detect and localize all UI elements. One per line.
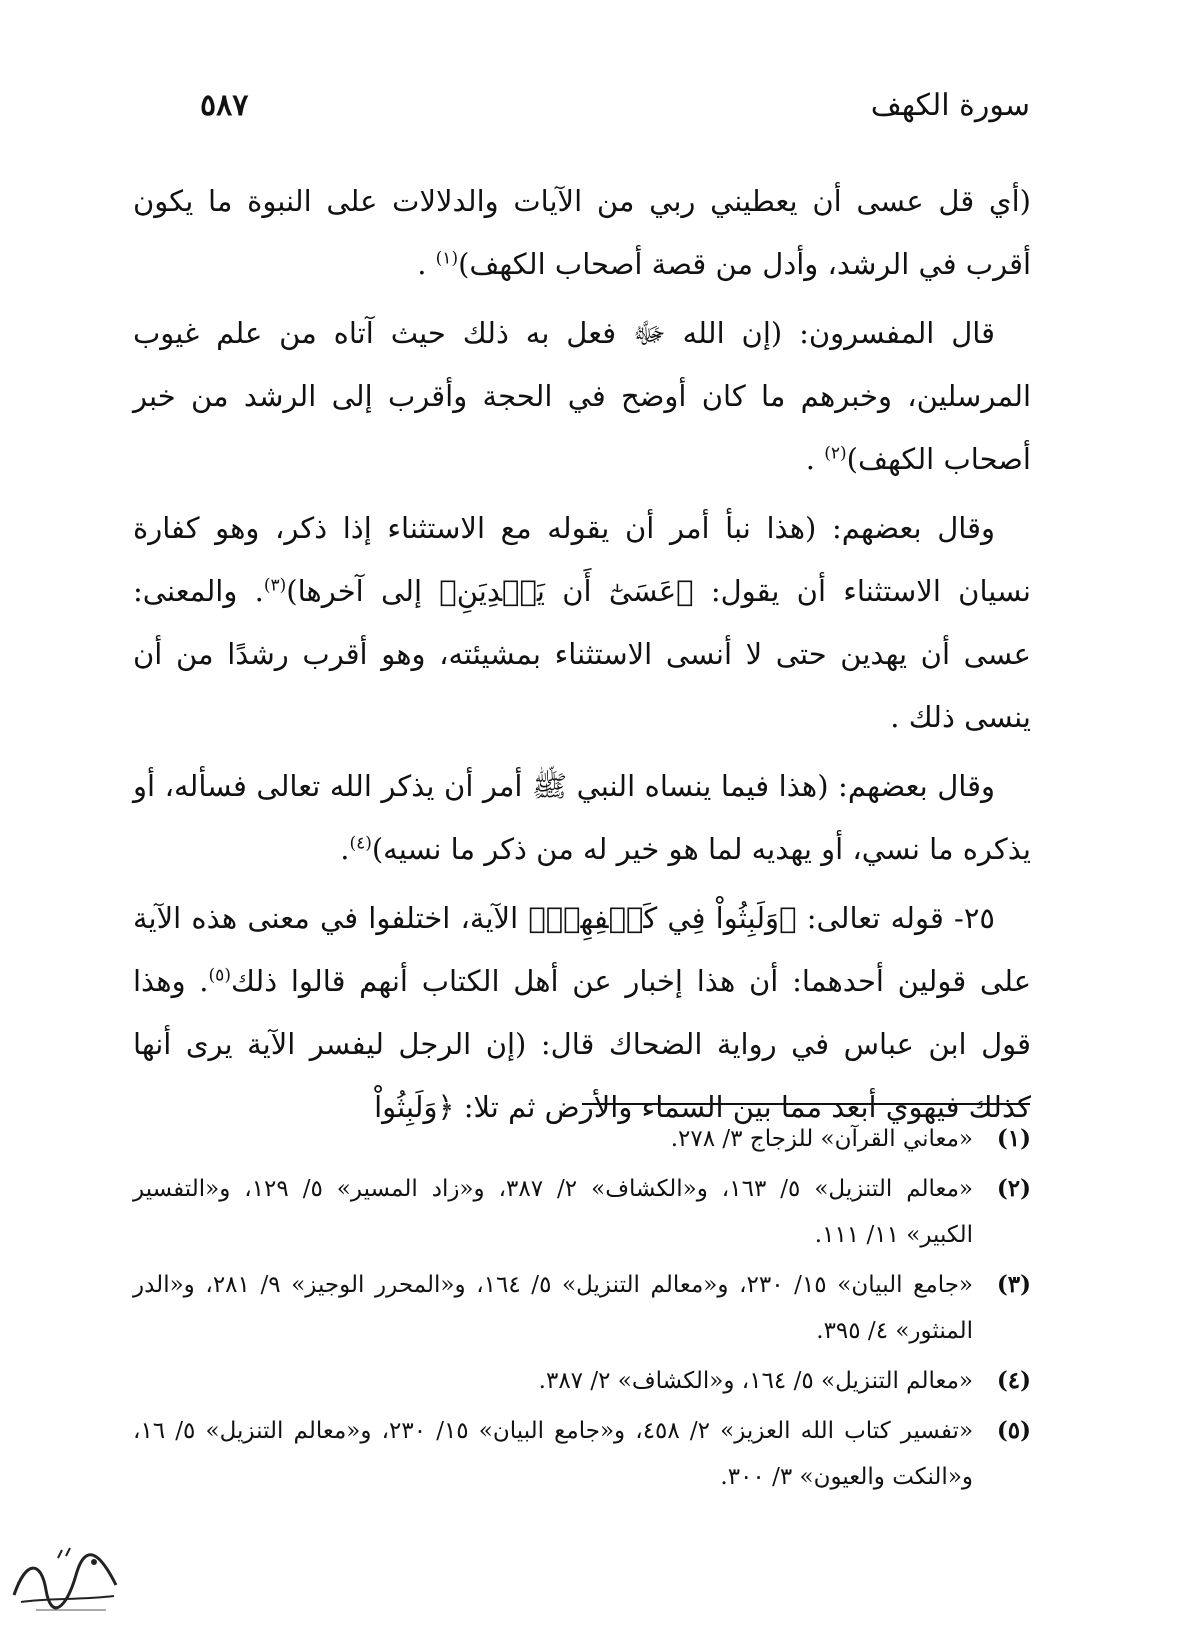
paragraph	[133, 755, 1031, 881]
footnote-ref: (٣)	[263, 575, 287, 596]
footnote-text: «معاني القرآن» للزجاج ٣/ ٢٧٨.	[670, 1126, 973, 1152]
paragraph	[133, 170, 1031, 296]
footnote-number: (٥)	[996, 1417, 1031, 1444]
paragraph-tail: . والمعنى: عسى أن يهدين حتى لا أنسى الاستثناء بمشيئته، وهو أقرب رشدًا من أن ينسى ذلك .	[133, 574, 1031, 734]
paragraph-text: قال المفسرون: (إن الله ﷻ فعل به ذلك حيث آتاه من علم غيوب المرسلين، وخبرهم ما كان أوضح في الحجة وأقرب إلى الرشد من خبر أصحاب الكهف)	[133, 316, 1031, 476]
footnote-text: «معالم التنزيل» ٥/ ١٦٤، و«الكشاف» ٢/ ٣٨٧.	[538, 1368, 973, 1394]
footnote	[133, 1116, 1031, 1162]
footnote-ref: (٤)	[349, 833, 372, 854]
footnote-number: (٣)	[996, 1271, 1031, 1298]
paragraph-tail: .	[805, 442, 825, 476]
paragraph	[133, 302, 1031, 491]
footnote-ref: (٥)	[208, 965, 231, 986]
footnotes	[133, 1116, 1031, 1504]
surah-title: سورة الكهف	[870, 88, 1030, 123]
footnote-number: (٤)	[996, 1367, 1031, 1394]
paragraph	[133, 887, 1031, 1139]
footnote-divider	[582, 1103, 1030, 1105]
footnote	[133, 1358, 1031, 1404]
paragraph-text: (أي قل عسى أن يعطيني ربي من الآيات والدلالات على النبوة ما يكون أقرب في الرشد، وأدل من قصة أصحاب الكهف)	[133, 184, 1031, 281]
page-number: ٥٨٧	[200, 88, 249, 123]
footnote-text: «تفسير كتاب الله العزيز» ٢/ ٤٥٨، و«جامع البيان» ١٥/ ٢٣٠، و«معالم التنزيل» ٥/ ١٦، و«النكت والعيون» ٣/ ٣٠٠.	[133, 1418, 974, 1490]
footnote-number: (١)	[996, 1125, 1031, 1152]
footnote-ref: (٢)	[824, 443, 847, 464]
footnote	[133, 1262, 1031, 1354]
paragraph-tail: .	[417, 247, 436, 281]
footnote	[133, 1166, 1031, 1258]
paragraph-text: ٢٥- قوله تعالى: ﴿وَلَبِثُواْ فِي كَهۡفِهِمۡ﴾ الآية، اختلفوا في معنى هذه الآية على قولين أحدهما: أن هذا إخبار عن أهل الكتاب أنهم قالوا ذلك	[133, 901, 1031, 998]
paragraph-text: وقال بعضهم: (هذا فيما ينساه النبي ﷺ أمر أن يذكر الله تعالى فسأله، أو يذكره ما نسي، أو يهديه لما هو خير له من ذكر ما نسيه)	[133, 769, 1031, 866]
publisher-stamp-logo	[6, 1540, 126, 1620]
footnote-number: (٢)	[996, 1175, 1031, 1202]
footnote-text: «جامع البيان» ١٥/ ٢٣٠، و«معالم التنزيل» ٥/ ١٦٤، و«المحرر الوجيز» ٩/ ٢٨١، و«الدر المنثور» ٤/ ٣٩٥.	[133, 1272, 974, 1344]
footnote-text: «معالم التنزيل» ٥/ ١٦٣، و«الكشاف» ٢/ ٣٨٧، و«زاد المسير» ٥/ ١٢٩، و«التفسير الكبير» ١١/ ١١١.	[133, 1176, 973, 1248]
footnote	[133, 1408, 1031, 1500]
paragraph-tail: . وهذا قول ابن عباس في رواية الضحاك قال: (إن الرجل ليفسر الآية يرى أنها كذلك فيهوي أبعد مما بين السماء والأرض ثم تلا: ﴿وَلَبِثُواْ	[133, 964, 1031, 1124]
page-header	[200, 88, 1030, 138]
paragraph-tail: .	[340, 832, 350, 866]
main-text	[133, 170, 1031, 1145]
paragraph	[133, 497, 1031, 749]
footnote-ref: (١)	[435, 248, 459, 269]
paragraph-text: وقال بعضهم: (هذا نبأ أمر أن يقوله مع الاستثناء إذا ذكر، وهو كفارة نسيان الاستثناء أن يقول: ﴿عَسَىٰٓ أَن يَهۡدِيَنِ﴾ إلى آخرها)	[133, 511, 1031, 608]
